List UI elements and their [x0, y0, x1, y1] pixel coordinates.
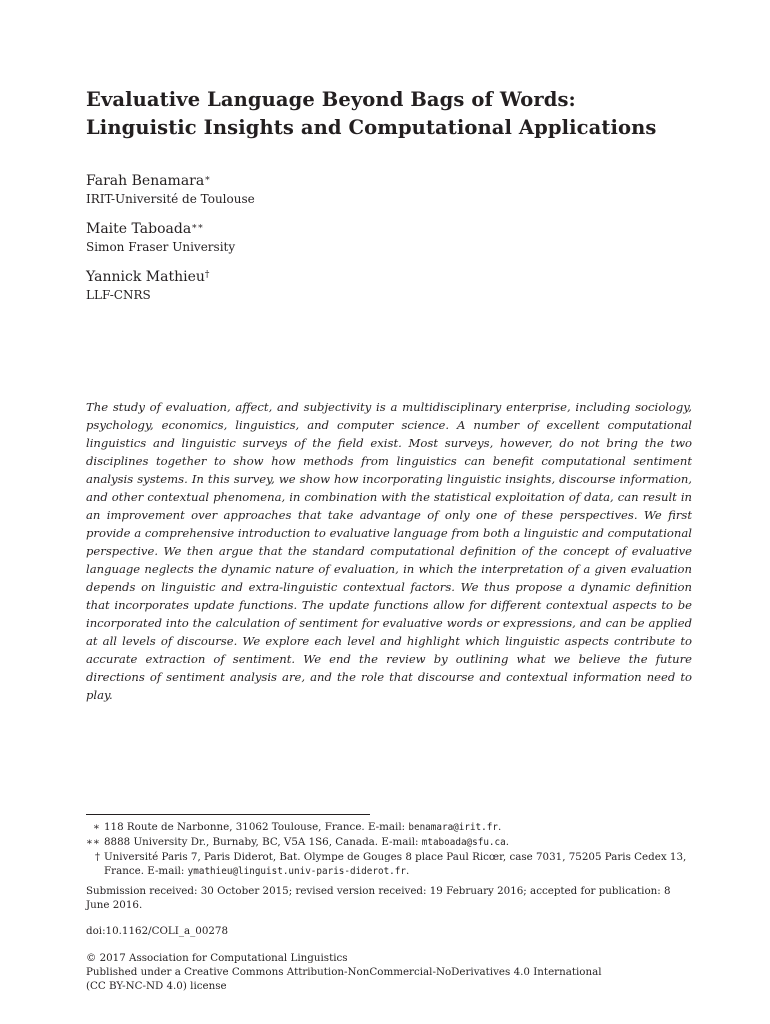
footnote-divider — [86, 814, 370, 815]
footnote — [86, 850, 692, 879]
author-affiliation: IRIT-Université de Toulouse — [86, 192, 255, 206]
author-name — [86, 220, 692, 239]
footnotes — [86, 820, 692, 879]
footnote-text: 8888 University Dr., Burnaby, BC, V5A 1S6, Canada. E-mail: — [104, 836, 422, 848]
paper-header — [86, 86, 692, 316]
author-list — [86, 172, 692, 304]
footnote — [86, 835, 692, 850]
author-name-text: Farah Benamara — [86, 173, 205, 189]
author-footnote-mark: ∗∗ — [191, 222, 204, 232]
footnote-tail: . — [505, 836, 510, 848]
author-block — [86, 172, 692, 208]
copyright-notice — [86, 951, 692, 993]
author-block — [86, 268, 692, 304]
license-line: (CC BY-NC-ND 4.0) license — [86, 980, 227, 992]
author-name — [86, 268, 692, 287]
email-link[interactable]: mtaboada@sfu.ca — [421, 837, 506, 848]
copyright-line: © 2017 Association for Computational Linguistics — [86, 952, 348, 964]
footnote-text: Université Paris 7, Paris Diderot, Bat. Olympe de Gouges 8 place Paul Ricœr, case 7031, 75205 Paris Cedex 13, France. E-mail: — [104, 851, 687, 877]
license-line: Published under a Creative Commons Attribution-NonCommercial-NoDerivatives 4.0 International — [86, 966, 602, 978]
author-affiliation: LLF-CNRS — [86, 288, 151, 302]
email-link[interactable]: benamara@irit.fr — [408, 822, 498, 833]
author-name — [86, 172, 692, 191]
footnote — [86, 820, 692, 835]
email-link[interactable]: ymathieu@linguist.univ-paris-diderot.fr — [187, 866, 406, 877]
paper-title: Evaluative Language Beyond Bags of Words: Linguistic Insights and Computational Applications — [86, 88, 657, 139]
footnote-mark: ∗ — [93, 821, 100, 833]
author-footnote-mark: ∗ — [204, 174, 211, 184]
abstract: The study of evaluation, affect, and subjectivity is a multidisciplinary enterprise, including sociology, psychology, economics, linguistics, and computer science. A number of excellent computational linguistics and linguistic surveys of the field exist. Most surveys, however, do not bring the two disciplines together to show how methods from linguistics can benefit computational sentiment analysis systems. In this survey, we show how incorporating linguistic insights, discourse information, and other contextual phenomena, in combination with the statistical exploitation of data, can result in an improvement over approaches that take advantage of only one of these perspectives. We first provide a comprehensive introduction to evaluative language from both a linguistic and computational perspective. We then argue that the standard computational definition of the concept of evaluative language neglects the dynamic nature of evaluation, in which the interpretation of a given evaluation depends on linguistic and extra-linguistic contextual factors. We thus propose a dynamic definition that incorporates update functions. The update functions allow for different contextual aspects to be incorporated into the calculation of sentiment for evaluative words or expressions, and can be applied at all levels of discourse. We explore each level and highlight which linguistic aspects contribute to accurate extraction of sentiment. We end the review by outlining what we believe the future directions of sentiment analysis are, and the role that discourse and contextual information need to play. — [86, 400, 692, 702]
footnote-mark: ∗∗ — [86, 836, 100, 848]
submission-dates: Submission received: 30 October 2015; revised version received: 19 February 2016; accepted for publication: 8 June 2016. — [86, 885, 671, 911]
author-footnote-mark: † — [204, 270, 210, 280]
author-affiliation: Simon Fraser University — [86, 240, 236, 254]
footnote-tail: . — [497, 821, 502, 833]
footnote-tail: . — [405, 865, 410, 877]
footnote-mark: † — [94, 851, 100, 863]
author-name-text: Yannick Mathieu — [86, 269, 205, 285]
doi[interactable]: doi:10.1162/COLI_a_00278 — [86, 925, 229, 937]
author-name-text: Maite Taboada — [86, 221, 192, 237]
author-block — [86, 220, 692, 256]
footnote-text: 118 Route de Narbonne, 31062 Toulouse, France. E-mail: — [104, 821, 409, 833]
